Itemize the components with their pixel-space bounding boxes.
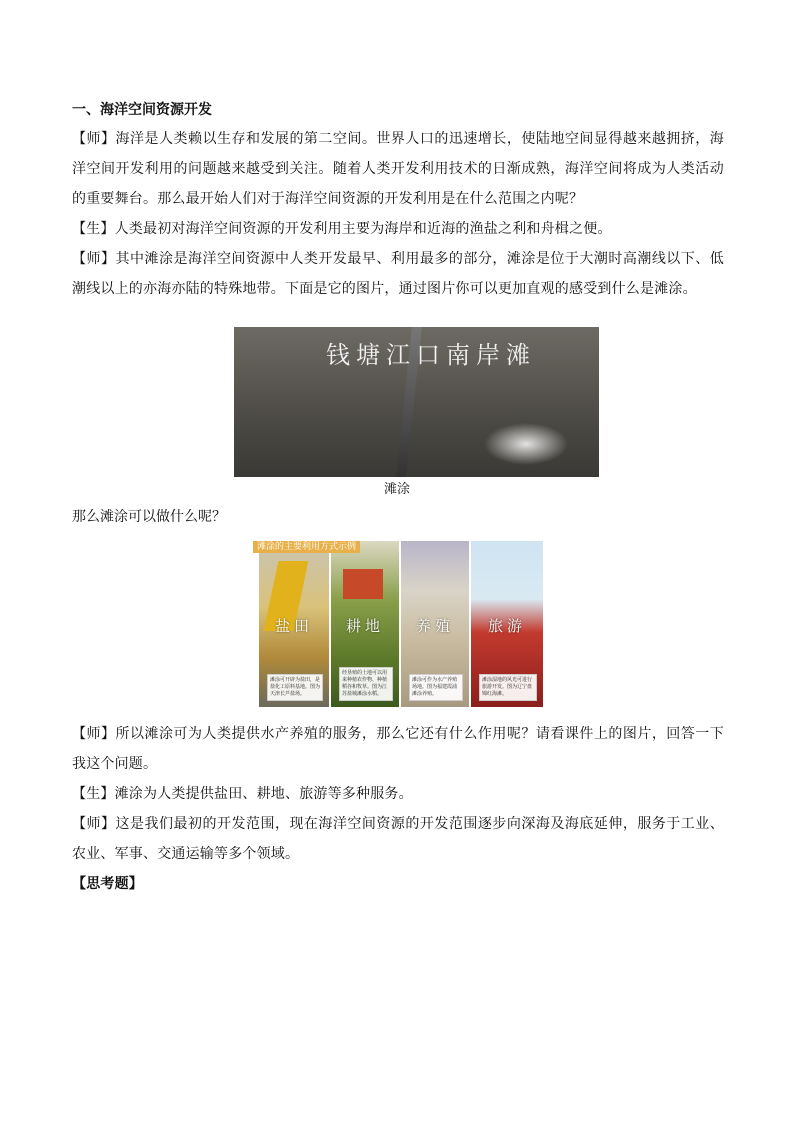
speaker-tag: 【师】 (72, 816, 116, 832)
after-section (72, 719, 724, 899)
paragraph-text: 人类最初对海洋空间资源的开发利用主要为海岸和近海的渔盐之利和舟楫之便。 (114, 221, 612, 237)
question-text: 那么滩涂可以做什么呢？ (72, 509, 226, 525)
dialogue-paragraph (72, 809, 724, 869)
speaker-tag: 【生】 (72, 221, 115, 237)
harvester-machine (343, 569, 383, 599)
paragraph-text: 海洋是人类赖以生存和发展的第二空间。世界人口的迅速增长，使陆地空间显得越来越拥挤，海洋空间开发利用的问题越来越受到关注。随着人类开发利用技术的日渐成熟，海洋空间将成为人类活动的重要舞台。那么最开始人们对于海洋空间资源的开发利用是在什么范围之内呢？ (72, 131, 724, 207)
panel-tourism (471, 541, 543, 707)
dialogue-paragraph (72, 719, 724, 779)
dialogue-paragraph (72, 244, 724, 304)
paragraph-text: 滩涂为人类提供盐田、耕地、旅游等多种服务。 (114, 786, 413, 802)
panel-label: 盐田 (274, 617, 313, 635)
speaker-tag: 【师】 (72, 726, 116, 742)
figure-caption: 滩涂 (383, 482, 410, 497)
paragraph-text: 其中滩涂是海洋空间资源中人类开发最早、利用最多的部分，滩涂是位于大潮时高潮线以下、低潮线以上的亦海亦陆的特殊地带。下面是它的图片，通过图片你可以更加直观的感受到什么是滩涂。 (72, 251, 724, 297)
panel-note: 滩涂可开辟为盐田，是盐化工原料基地。图为天津长芦盐场。 (267, 674, 323, 701)
panel-farmland (331, 541, 399, 707)
photo-overlay-title: 钱塘江口南岸滩 (326, 341, 536, 369)
speaker-tag: 【师】 (72, 131, 116, 147)
tidal-flat-uses-figure (251, 541, 543, 707)
panel-label: 耕地 (345, 617, 384, 635)
panel-note: 滩涂湿地的风光可进行旅游开发。图为辽宁盘锦红海滩。 (479, 674, 537, 701)
think-heading: 【思考题】 (72, 876, 143, 892)
panel-label: 养殖 (415, 617, 454, 635)
speaker-tag: 【生】 (72, 786, 115, 802)
panel-salt-field (259, 541, 329, 707)
intro-section (72, 96, 724, 304)
panel-label: 旅游 (487, 617, 526, 635)
dialogue-paragraph (72, 779, 724, 809)
dialogue-paragraph (72, 124, 724, 214)
tidal-flat-photo (234, 327, 599, 477)
paragraph-text: 所以滩涂可为人类提供水产养殖的服务，那么它还有什么作用呢？请看课件上的图片，回答一下我这个问题。 (72, 726, 724, 772)
panel-note: 滩涂可作为水产养殖场地。图为福建霞浦滩涂养殖。 (409, 674, 463, 701)
paragraph-text: 这是我们最初的开发范围，现在海洋空间资源的开发范围逐步向深海及海底延伸，服务于工业、农业、军事、交通运输等多个领域。 (72, 816, 724, 862)
dialogue-paragraph (72, 214, 724, 244)
panel-note: 经垦殖的土地可以用来种植农作物、种植稻谷和牧草。图为江苏盐城滩涂水稻。 (339, 667, 393, 701)
speaker-tag: 【师】 (72, 251, 116, 267)
panel-aquaculture (401, 541, 469, 707)
section-heading: 一、海洋空间资源开发 (72, 102, 212, 118)
figure-banner: 滩涂的主要利用方式示例 (253, 541, 360, 553)
